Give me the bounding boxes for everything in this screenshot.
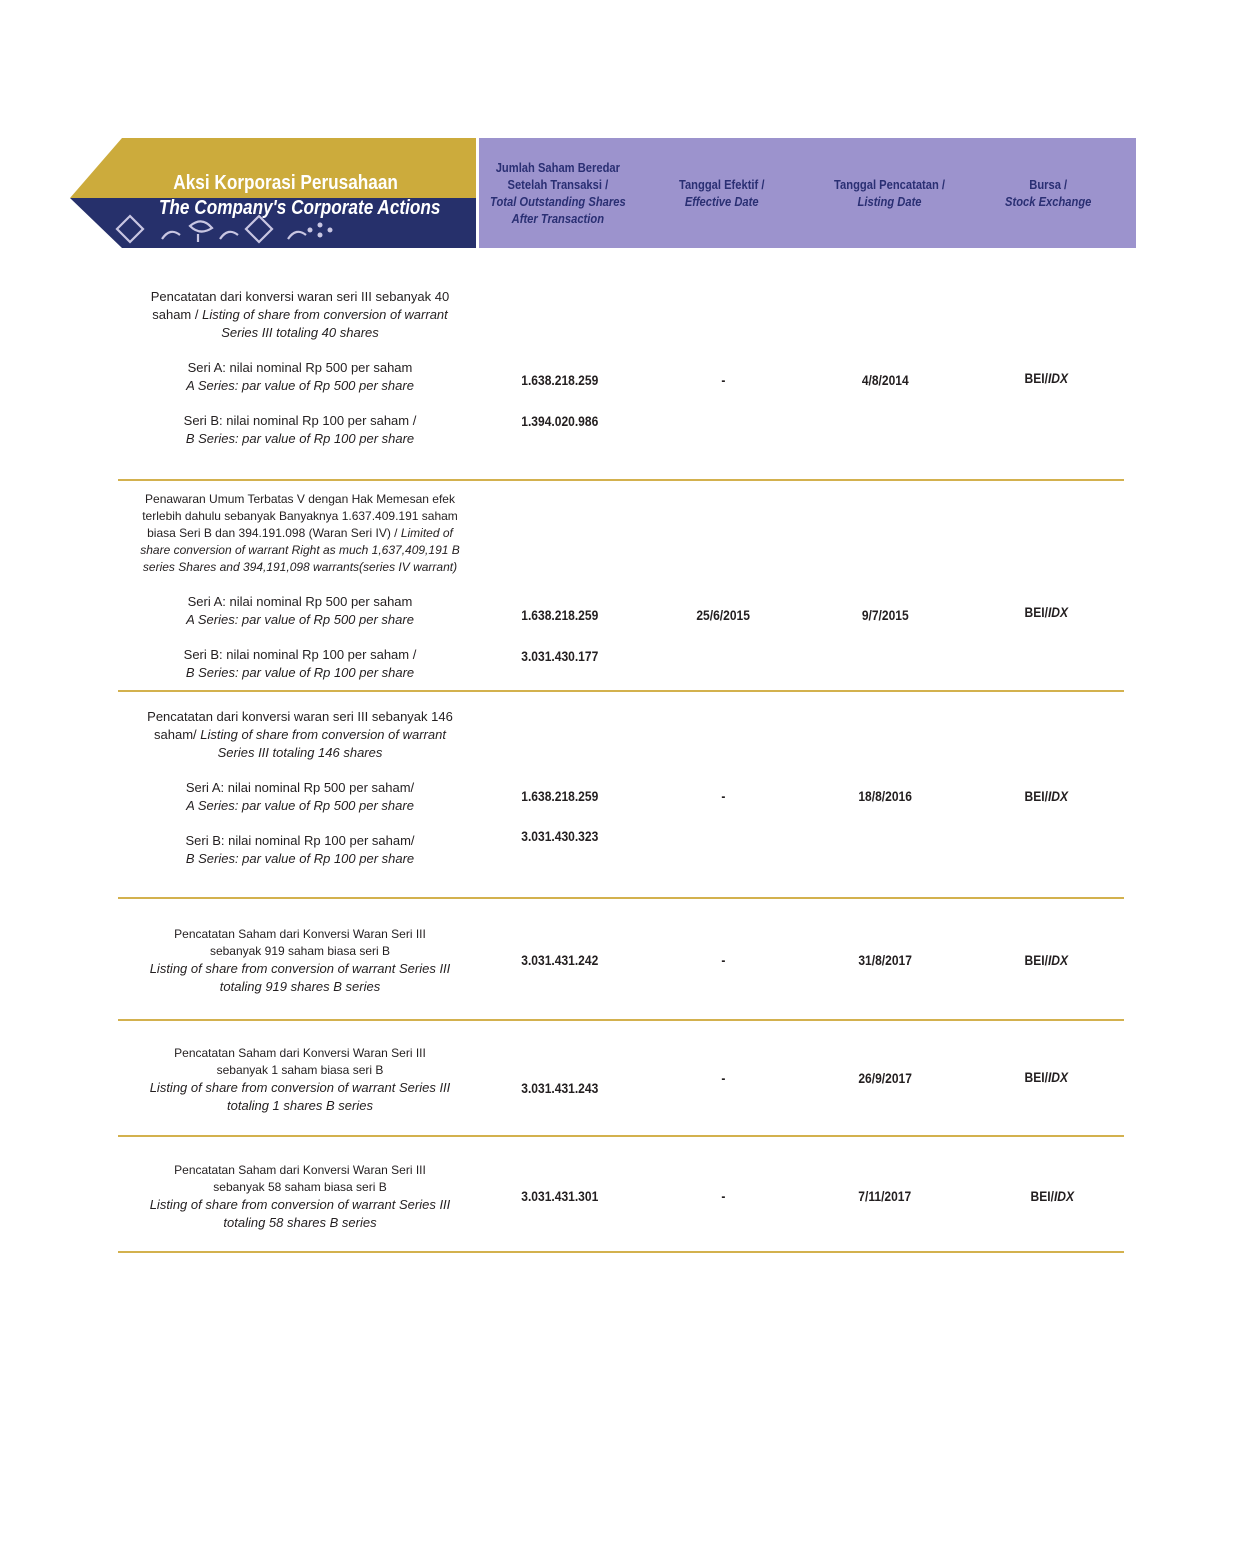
listing-date: 18/8/2016 bbox=[858, 788, 912, 804]
table-header bbox=[479, 138, 1136, 248]
column-header-stock-exchange: Bursa / Stock Exchange bbox=[1004, 177, 1092, 209]
stock-exchange: BEI/IDX bbox=[1024, 370, 1068, 386]
shares-series-a: 1.638.218.259 bbox=[521, 372, 599, 388]
table-row bbox=[118, 270, 1124, 480]
shares-series-b: 1.394.020.986 bbox=[521, 413, 599, 429]
table-row bbox=[118, 900, 1124, 1020]
row-description: Pencatatan Saham dari Konversi Waran Seri III sebanyak 919 saham biasa seri B Listing of share from conversion of warrant Series III totaling 919 shares B series bbox=[149, 927, 451, 994]
stock-exchange: BEI/IDX bbox=[1024, 952, 1068, 968]
listing-date: 9/7/2015 bbox=[861, 607, 909, 623]
row-description: Pencatatan Saham dari Konversi Waran Seri III sebanyak 1 saham biasa seri B Listing of share from conversion of warrant Series III totaling 1 shares B series bbox=[149, 1046, 451, 1113]
listing-date: 7/11/2017 bbox=[858, 1188, 912, 1204]
listing-date: 31/8/2017 bbox=[858, 952, 912, 968]
shares-series-b: 3.031.430.323 bbox=[521, 828, 599, 844]
row-divider bbox=[118, 479, 1124, 481]
shares-total: 3.031.431.243 bbox=[521, 1080, 599, 1096]
row-description: Pencatatan Saham dari Konversi Waran Seri III sebanyak 58 saham biasa seri B Listing of share from conversion of warrant Series III totaling 58 shares B series bbox=[149, 1163, 451, 1230]
shares-series-a: 1.638.218.259 bbox=[521, 788, 599, 804]
row-description: Penawaran Umum Terbatas V dengan Hak Memesan efek terlebih dahulu sebanyak Banyaknya 1.637.409.191 saham biasa Seri B dan 394.191.098 (Waran Seri IV) / Limited of share conversion of warrant Right as much 1,637,409,191 B series Shares and 394,191,098 warrants(series IV warrant) Seri A: nilai nominal Rp 500 per saham A Series: par value of Rp 500 per share Seri B: nilai nominal Rp 100 per saham / B Series: par value of Rp 100 per share bbox=[140, 492, 460, 680]
section-subtitle: The Company's Corporate Actions bbox=[158, 197, 441, 219]
table-row bbox=[118, 692, 1124, 898]
row-divider bbox=[118, 897, 1124, 899]
stock-exchange: BEI/IDX bbox=[1024, 604, 1068, 620]
effective-date: - bbox=[720, 1070, 726, 1086]
row-description: Pencatatan dari konversi waran seri III sebanyak 146 saham/ Listing of share from conversion of warrant Series III totaling 146 shares Seri A: nilai nominal Rp 500 per saham/ A Series: par value of Rp 500 per share Seri B: nilai nominal Rp 100 per saham/ B Series: par value of Rp 100 per share bbox=[147, 709, 453, 866]
column-header-effective-date: Tanggal Efektif / Effective Date bbox=[679, 177, 765, 209]
stock-exchange: BEI/IDX bbox=[1024, 1069, 1068, 1085]
listing-date: 4/8/2014 bbox=[861, 372, 909, 388]
effective-date: - bbox=[720, 1188, 726, 1204]
shares-total: 3.031.431.242 bbox=[521, 952, 599, 968]
section-title: Aksi Korporasi Perusahaan bbox=[173, 172, 399, 194]
effective-date: - bbox=[720, 372, 726, 388]
shares-series-a: 1.638.218.259 bbox=[521, 607, 599, 623]
effective-date: - bbox=[720, 952, 726, 968]
table-row bbox=[118, 1137, 1124, 1252]
table-row bbox=[118, 1021, 1124, 1136]
shares-series-b: 3.031.430.177 bbox=[521, 648, 599, 664]
effective-date: - bbox=[720, 788, 726, 804]
stock-exchange: BEI/IDX bbox=[1030, 1188, 1074, 1204]
row-description: Pencatatan dari konversi waran seri III sebanyak 40 saham / Listing of share from conversion of warrant Series III totaling 40 shares Seri A: nilai nominal Rp 500 per saham A Series: par value of Rp 500 per share Seri B: nilai nominal Rp 100 per saham / B Series: par value of Rp 100 per share bbox=[150, 289, 450, 446]
column-header-listing-date: Tanggal Pencatatan / Listing Date bbox=[834, 177, 946, 209]
section-banner bbox=[70, 138, 476, 248]
shares-total: 3.031.431.301 bbox=[521, 1188, 599, 1204]
effective-date: 25/6/2015 bbox=[696, 607, 750, 623]
listing-date: 26/9/2017 bbox=[858, 1070, 912, 1086]
column-header-outstanding-shares: Jumlah Saham Beredar Setelah Transaksi / Total Outstanding Shares After Transaction bbox=[490, 160, 626, 226]
table-row bbox=[118, 482, 1124, 690]
stock-exchange: BEI/IDX bbox=[1024, 788, 1068, 804]
row-divider bbox=[118, 1251, 1124, 1253]
